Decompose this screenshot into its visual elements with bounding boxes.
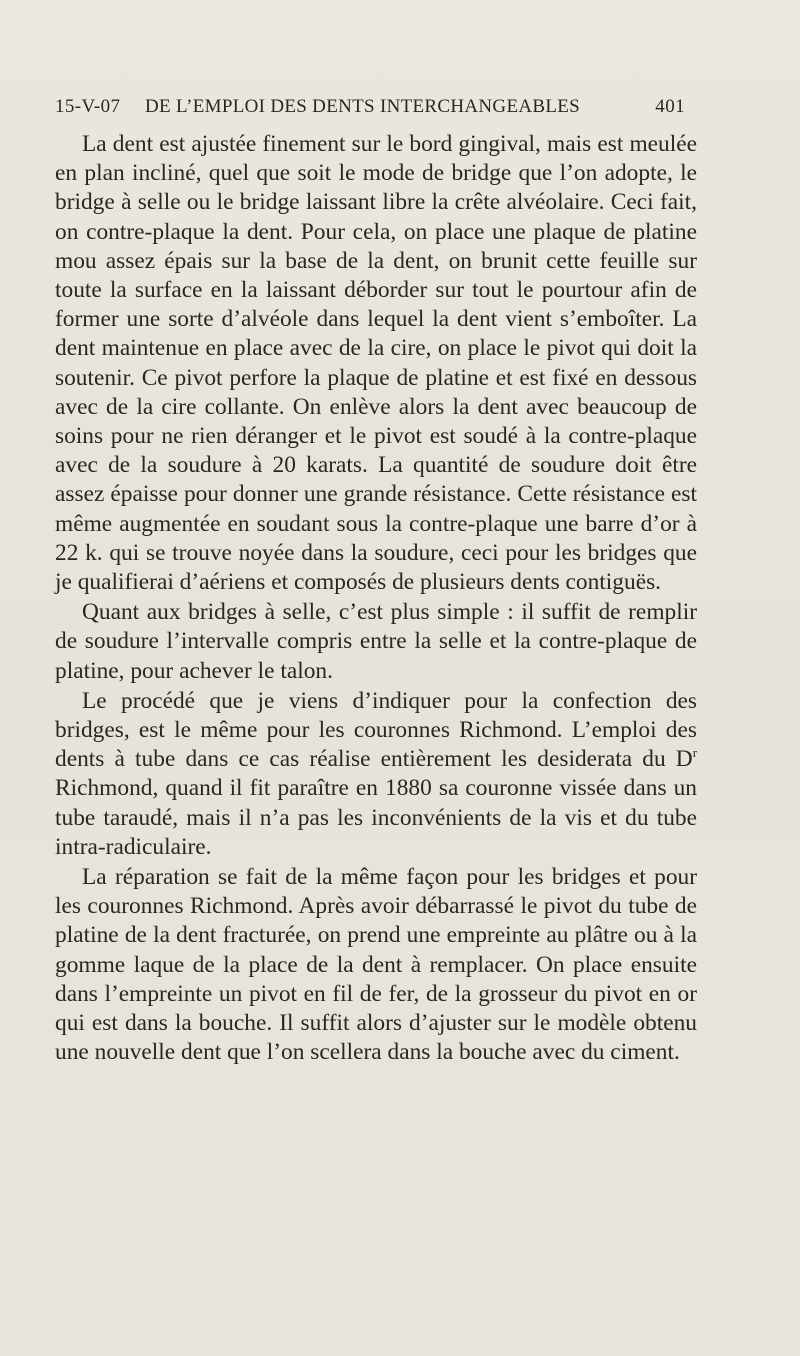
paragraph-richmond-part-1: Le procédé que je viens d’indiquer pour la confection des bridges, est le même pour les couronnes Richmond. L’emploi des dents à tube dans ce cas réalise entièrement les desiderata du D (55, 687, 697, 773)
paragraph-bridges-selle: Quant aux bridges à selle, c’est plus simple : il suffit de remplir de soudure l’intervalle compris entre la selle et la contre-plaque de platine, pour achever le talon. (55, 599, 697, 684)
paragraph-couronnes-richmond (55, 687, 697, 862)
header-date-ref: 15-V-07 (55, 96, 121, 117)
page-number: 401 (655, 96, 685, 117)
body-text (55, 130, 697, 1068)
running-header (55, 96, 685, 126)
paragraph-contre-plaque: La dent est ajustée finement sur le bord gingival, mais est meulée en plan incliné, quel que soit le mode de bridge que l’on adopte, le bridge à selle ou le bridge laissant libre la crête alvéolaire. Ceci fait, on contre-plaque la dent. Pour cela, on place une plaque de platine mou assez épais sur la base de la dent, on brunit cette feuille sur toute la surface en la laissant déborder sur tout le pourtour afin de former une sorte d’alvéole dans lequel la dent vient s’emboîter. La dent maintenue en place avec de la cire, on place le pivot qui doit la soutenir. Ce pivot perfore la plaque de platine et est fixé en dessous avec de la cire collante. On enlève alors la dent avec beaucoup de soins pour ne rien déranger et le pivot est soudé à la contre-plaque avec de la soudure à 20 karats. La quantité de soudure doit être assez épaisse pour donner une grande résistance. Cette résistance est même augmentée en soudant sous la contre-plaque une barre d’or à 22 k. qui se trouve noyée dans la soudure, ceci pour les bridges que je qualifierai d’aériens et composés de plusieurs dents contiguës. (55, 131, 697, 596)
running-title: DE L’EMPLOI DES DENTS INTERCHANGEABLES (145, 96, 581, 117)
paragraph-reparation: La réparation se fait de la même façon pour les bridges et pour les couronnes Richmond. Après avoir débarrassé le pivot du tube de platine de la dent fracturée, on prend une empreinte au plâtre ou à la gomme laque de la place de la dent à remplacer. On place ensuite dans l’empreinte un pivot en fil de fer, de la grosseur du pivot en or qui est dans la bouche. Il suffit alors d’ajuster sur le modèle obtenu une nouvelle dent que l’on scellera dans la bouche avec du ciment. (55, 864, 697, 1066)
doctor-abbrev-superscript: r (692, 746, 697, 761)
paragraph-richmond-part-2: Richmond, quand il fit paraître en 1880 sa couronne vissée dans un tube taraudé, mais il n’a pas les inconvénients de la vis et du tube intra-radiculaire. (55, 775, 697, 860)
